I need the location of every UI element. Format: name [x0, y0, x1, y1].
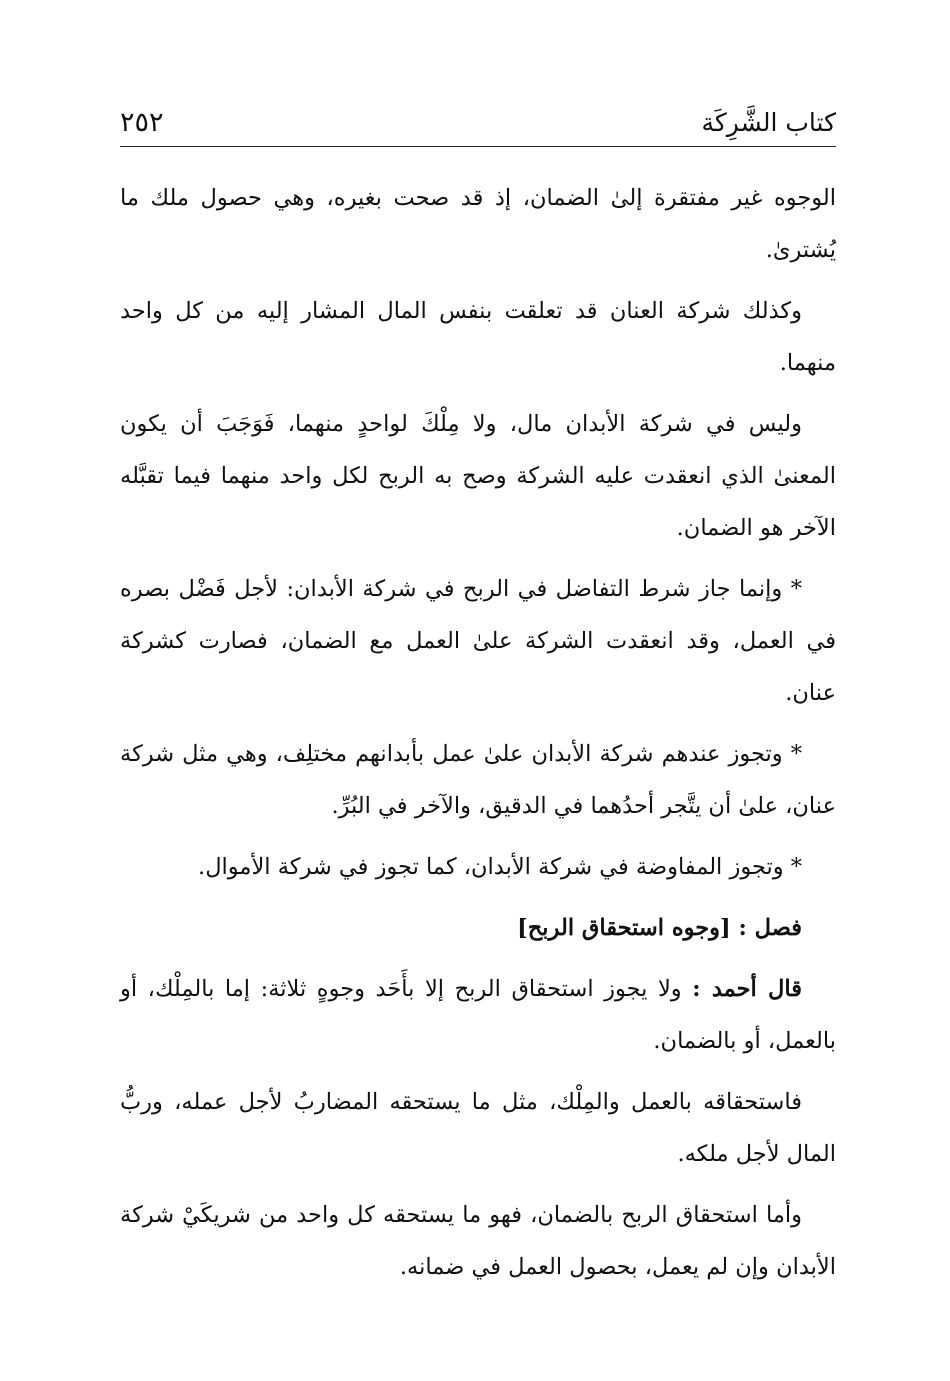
paragraph-9: وأما استحقاق الربح بالضمان، فهو ما يستحقه كل واحد من شريكَيْ شركة الأبدان وإن لم يعمل، بحصول العمل في ضمانه.	[120, 1202, 836, 1280]
section-title: [وجوه استحقاق الربح]	[517, 915, 731, 941]
page-number: ٢٥٢	[120, 106, 164, 138]
paragraph-8: فاستحقاقه بالعمل والمِلْك، مثل ما يستحقه المضاربُ لأجل عمله، وربُّ المال لأجل ملكه.	[120, 1089, 836, 1167]
paragraph-2: وكذلك شركة العنان قد تعلقت بنفس المال المشار إليه من كل واحد منهما.	[120, 298, 836, 376]
book-page	[120, 0, 836, 1381]
page-header	[120, 98, 836, 147]
speaker-text: ولا يجوز استحقاق الربح إلا بأَحَد وجوهٍ ثلاثة: إما بالمِلْك، أو بالعمل، أو بالضمان.	[120, 976, 836, 1054]
paragraph-6: * وتجوز المفاوضة في شركة الأبدان، كما تجوز في شركة الأموال.	[198, 854, 802, 880]
section-heading	[120, 902, 836, 954]
section-label: فصل :	[738, 915, 802, 941]
page-body	[120, 172, 836, 1302]
paragraph-1: الوجوه غير مفتقرة إلىٰ الضمان، إذ قد صحت بغيره، وهي حصول ملك ما يُشترىٰ.	[120, 185, 836, 263]
running-title: كتاب الشَّرِكَة	[701, 107, 836, 137]
speaker-name: قال أحمد :	[692, 976, 803, 1002]
paragraph-7	[120, 963, 836, 1067]
paragraph-5: * وتجوز عندهم شركة الأبدان علىٰ عمل بأبدانهم مختلِف، وهي مثل شركة عنان، علىٰ أن يتَّجر أحدُهما في الدقيق، والآخر في البُرِّ.	[120, 741, 836, 819]
paragraph-4: * وإنما جاز شرط التفاضل في الربح في شركة الأبدان: لأجل فَضْل بصره في العمل، وقد انعقدت الشركة علىٰ العمل مع الضمان، فصارت كشركة عنان.	[120, 576, 836, 706]
paragraph-3: وليس في شركة الأبدان مال، ولا مِلْكَ لواحدٍ منهما، فَوَجَبَ أن يكون المعنىٰ الذي انعقدت عليه الشركة وصح به الربح لكل واحد منهما فيما تقبَّله الآخر هو الضمان.	[120, 411, 836, 541]
